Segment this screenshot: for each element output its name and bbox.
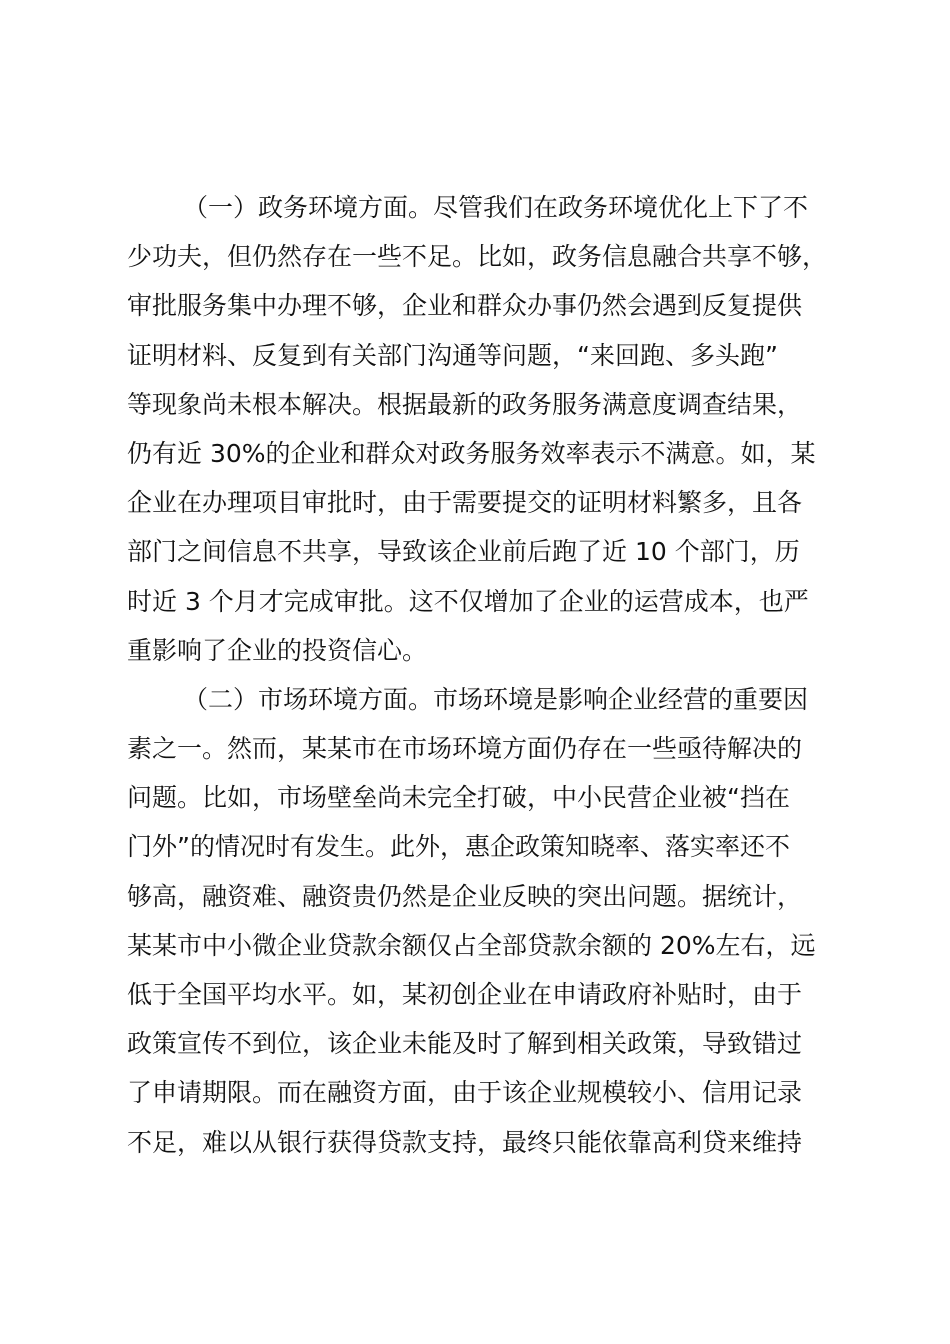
text-line: 部门之间信息不共享，导致该企业前后跑了近 10 个部门，历 [127, 537, 800, 567]
document-body [127, 183, 832, 1167]
text-line: 了申请期限。而在融资方面，由于该企业规模较小、信用记录 [127, 1078, 803, 1108]
text-line: 问题。比如，市场壁垒尚未完全打破，中小民营企业被“挡在 [127, 783, 790, 813]
text-line: 政策宣传不到位，该企业未能及时了解到相关政策，导致错过 [127, 1029, 803, 1059]
text-line: 不足，难以从银行获得贷款支持，最终只能依靠高利贷来维持 [127, 1127, 803, 1157]
text-line: 少功夫，但仍然存在一些不足。比如，政务信息融合共享不够， [127, 242, 828, 272]
text-line: （一）政务环境方面。尽管我们在政务环境优化上下了不 [183, 193, 809, 222]
text-line: 够高，融资难、融资贵仍然是企业反映的突出问题。据统计， [127, 881, 803, 911]
text-line: 等现象尚未根本解决。根据最新的政务服务满意度调查结果， [127, 389, 803, 419]
paragraph-market-environment [127, 675, 832, 1167]
text-line: 某某市中小微企业贷款余额仅占全部贷款余额的 20%左右，远 [127, 930, 816, 960]
text-line: 时近 3 个月才完成审批。这不仅增加了企业的运营成本，也严 [127, 586, 809, 616]
paragraph-government-environment [127, 183, 832, 675]
text-line: 重影响了企业的投资信心。 [127, 635, 428, 665]
text-line: （二）市场环境方面。市场环境是影响企业经营的重要因 [183, 684, 809, 714]
text-line: 审批服务集中办理不够，企业和群众办事仍然会遇到反复提供 [127, 291, 803, 321]
text-line: 素之一。然而，某某市在市场环境方面仍存在一些亟待解决的 [127, 734, 803, 764]
text-line: 仍有近 30%的企业和群众对政务服务效率表示不满意。如，某 [127, 438, 816, 468]
text-line: 证明材料、反复到有关部门沟通等问题，“来回跑、多头跑” [127, 340, 778, 370]
text-line: 门外”的情况时有发生。此外，惠企政策知晓率、落实率还不 [127, 832, 790, 862]
text-line: 企业在办理项目审批时，由于需要提交的证明材料繁多，且各 [127, 488, 803, 518]
text-line: 低于全国平均水平。如，某初创企业在申请政府补贴时，由于 [127, 980, 803, 1009]
